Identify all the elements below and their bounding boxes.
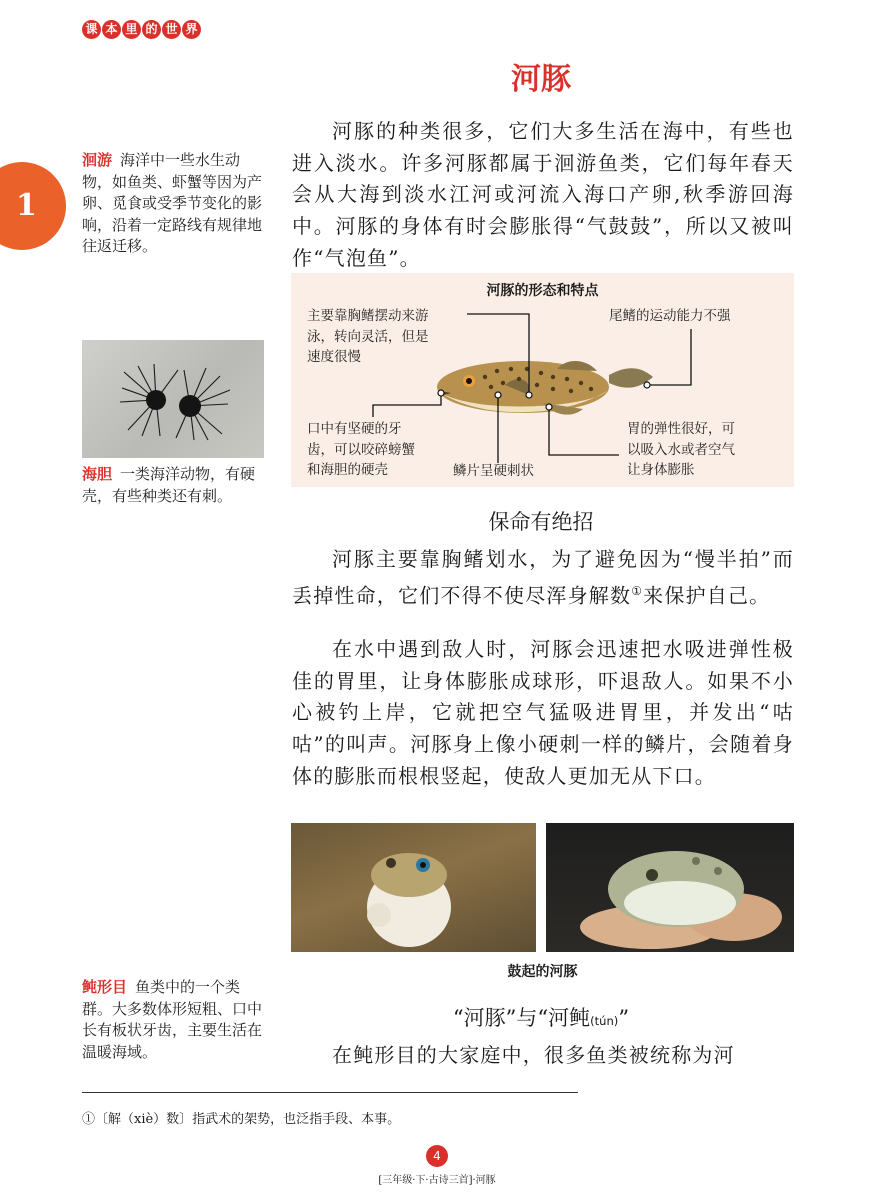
footnote: ①〔解（xiè）数〕指武术的架势，也泛指手段、本事。 <box>82 1112 401 1127</box>
series-char: 界 <box>182 20 201 39</box>
glossary-term: 鲀形目 <box>82 978 128 996</box>
body-paragraph: 河豚主要靠胸鳍划水，为了避免因为“慢半拍”而丢掉性命，它们不得不使尽浑身解数①来保护自己。 <box>292 547 794 608</box>
pinyin-annotation: (tún) <box>590 1014 619 1028</box>
series-char: 世 <box>162 20 181 39</box>
series-badge <box>82 20 201 39</box>
series-char: 本 <box>102 20 121 39</box>
glossary-sea-urchin <box>82 464 268 507</box>
note-scales: 鳞片呈硬刺状 <box>453 463 534 479</box>
running-footer: [三年级·下·古诗三首]·河豚 <box>378 1175 496 1186</box>
glossary-term: 海胆 <box>82 465 113 483</box>
note-tail-fin: 尾鳍的运动能力不强 <box>609 308 731 324</box>
sea-urchin-photo <box>82 340 264 458</box>
note-stomach: 胃的弹性很好，可 以吸入水或者空气 让身体膨胀 <box>627 421 735 478</box>
footnote-divider <box>82 1092 578 1093</box>
note-pectoral-fin: 主要靠胸鳍摆动来游 泳，转向灵活，但是 速度很慢 <box>307 308 429 365</box>
figure-title: 河豚的形态和特点 <box>486 283 599 299</box>
note-teeth: 口中有坚硬的牙 齿，可以咬碎螃蟹 和海胆的硬壳 <box>307 421 415 478</box>
page-number: 4 <box>426 1145 448 1167</box>
glossary-tetraodontiformes <box>82 977 268 1063</box>
series-char: 里 <box>122 20 141 39</box>
pufferfish-photo-shore <box>291 823 536 952</box>
footnote-marker: ① <box>631 583 644 598</box>
body-paragraph: 在水中遇到敌人时，河豚会迅速把水吸进弹性极佳的胃里，让身体膨胀成球形，吓退敌人。如果不小心被钓上岸，它就把空气猛吸进胃里，并发出“咕咕”的叫声。河豚身上像小硬刺一样的鳞片，会随着身体的膨胀而根根竖起，使敌人更加无从下口。 <box>292 637 794 788</box>
glossary-text: 鱼类中的一个类群。大多数体形短粗、口中长有板状牙齿，主要生活在温暖海域。 <box>82 978 263 1061</box>
intro-paragraph: 河豚的种类很多，它们大多生活在海中，有些也进入淡水。许多河豚都属于洄游鱼类，它们每年春天会从大海到淡水江河或河流入海口产卵,秋季游回海中。河豚的身体有时会膨胀得“气鼓鼓”，所以又被叫作“气泡鱼”。 <box>292 119 794 270</box>
anatomy-figure <box>291 273 794 487</box>
glossary-migration <box>82 150 268 258</box>
pufferfish-photo-hands <box>546 823 794 952</box>
glossary-text: 一类海洋动物，有硬壳，有些种类还有刺。 <box>82 465 256 505</box>
section-heading: 保命有绝招 <box>488 510 594 534</box>
chapter-tab: 1 <box>0 162 66 250</box>
series-char: 的 <box>142 20 161 39</box>
photo-caption: 鼓起的河豚 <box>507 964 578 980</box>
article-title: 河豚 <box>511 62 571 97</box>
glossary-text: 海洋中一些水生动物，如鱼类、虾蟹等因为产卵、觅食或受季节变化的影响，沿着一定路线有规律地往返迁移。 <box>82 151 263 255</box>
glossary-term: 洄游 <box>82 151 113 169</box>
series-char: 课 <box>82 20 101 39</box>
section-heading: “河豚”与“河鲀(tún)” <box>452 1006 630 1030</box>
body-paragraph: 在鲀形目的大家庭中，很多鱼类被统称为河 <box>332 1043 735 1067</box>
